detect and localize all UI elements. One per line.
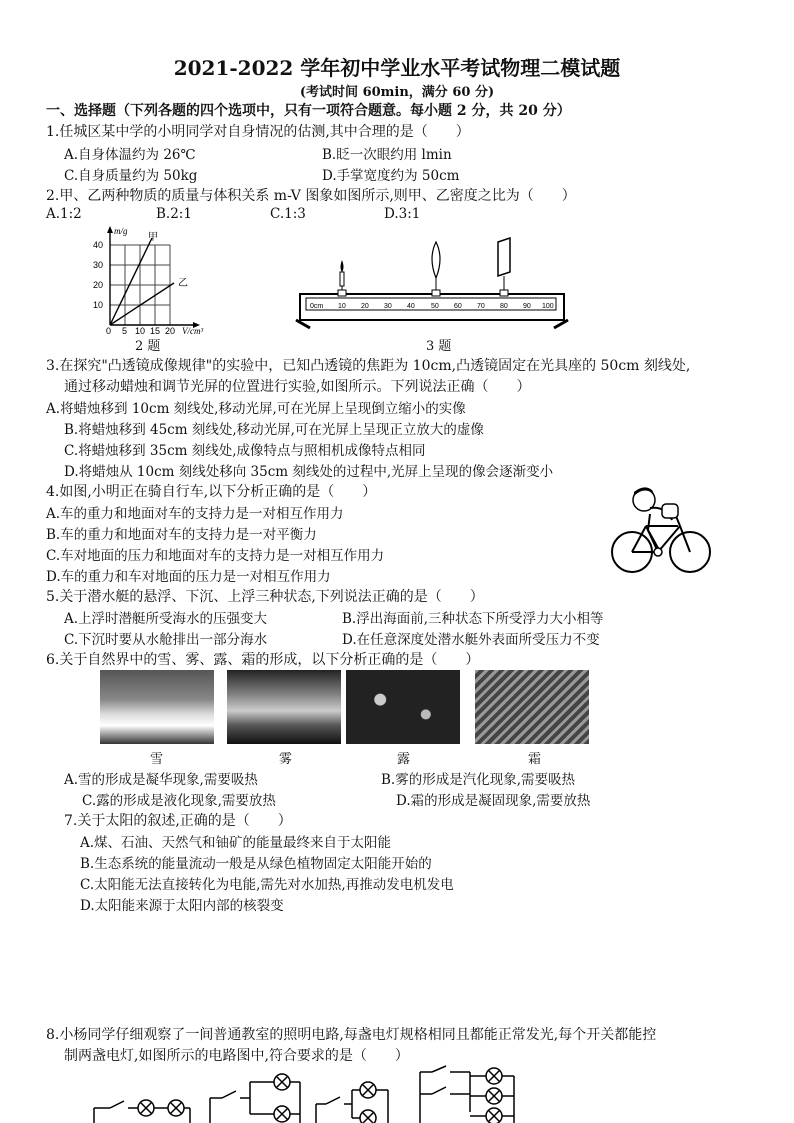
fig3-tick: 60 [454, 303, 462, 310]
fig2-caption: 2 题 [135, 339, 161, 354]
fig2-x-tick: 10 [135, 326, 146, 336]
q2-option-b[interactable]: B.2:1 [156, 206, 192, 222]
fig3-screen [498, 238, 510, 296]
q7-option-a[interactable]: A.煤、石油、天然气和铀矿的能量最终来自于太阳能 [80, 835, 392, 851]
fig2-y-tick: 40 [93, 240, 104, 250]
fig2-label-jia: 甲 [148, 232, 158, 243]
fig2-y-label: m/g [114, 226, 128, 236]
q4-option-b[interactable]: B.车的重力和地面对车的支持力是一对平衡力 [46, 527, 317, 543]
q1-option-d[interactable]: D.手掌宽度约为 50cm [322, 168, 460, 184]
fig3-tick: 40 [407, 303, 415, 310]
q8-stem-line2: 制两盏电灯,如图所示的电路图中,符合要求的是（ ） [64, 1048, 409, 1064]
photo-label-fog: 雾 [279, 752, 293, 767]
q3-stem-line1: 3.在探究"凸透镜成像规律"的实验中，已知凸透镜的焦距为 10cm,凸透镜固定在光具座的 50cm 刻线处, [46, 358, 691, 374]
q6-option-a[interactable]: A.雪的形成是凝华现象,需要吸热 [64, 772, 258, 788]
q5-option-d[interactable]: D.在任意深度处潜水艇外表面所受压力不变 [342, 632, 600, 648]
circuit-c [316, 1082, 388, 1123]
q6-option-c[interactable]: C.露的形成是液化现象,需要放热 [82, 793, 276, 809]
q3-stem-line2: 通过移动蜡烛和调节光屏的位置进行实验,如图所示。下列说法正确（ ） [64, 379, 531, 395]
fig2-y-tick: 30 [93, 260, 104, 270]
q4-stem: 4.如图,小明正在骑自行车,以下分析正确的是（ ） [46, 484, 377, 500]
fig3-unit: 0cm [310, 303, 324, 310]
q4-option-d[interactable]: D.车的重力和车对地面的压力是一对相互作用力 [46, 569, 331, 585]
fig3-tick: 90 [523, 303, 531, 310]
dew-photo [346, 670, 460, 744]
fig2-x-tick: 5 [122, 326, 128, 336]
q6-option-b[interactable]: B.雾的形成是汽化现象,需要吸热 [381, 772, 576, 788]
q3-option-a[interactable]: A.将蜡烛移到 10cm 刻线处,移动光屏,可在光屏上呈现倒立缩小的实像 [46, 401, 466, 417]
fig2-y-tick: 10 [93, 300, 104, 310]
q2-option-c[interactable]: C.1:3 [270, 206, 306, 222]
q2-option-a[interactable]: A.1:2 [46, 206, 82, 222]
cyclist-illustration [606, 486, 716, 576]
photo-label-dew: 露 [397, 752, 411, 767]
q7-option-c[interactable]: C.太阳能无法直接转化为电能,需先对水加热,再推动发电机发电 [80, 877, 454, 893]
q5-option-a[interactable]: A.上浮时潜艇所受海水的压强变大 [64, 611, 268, 627]
fig2-x-tick: 20 [165, 326, 176, 336]
fig3-lens [432, 242, 440, 296]
q5-option-b[interactable]: B.浮出海面前,三种状态下所受浮力大小相等 [342, 611, 604, 627]
q5-option-c[interactable]: C.下沉时要从水舱排出一部分海水 [64, 632, 268, 648]
fig2-x-tick: 15 [150, 326, 161, 336]
fig2-x-tick: 0 [106, 326, 112, 336]
circuit-d [420, 1066, 514, 1123]
fig2-y-tick: 20 [93, 280, 104, 290]
q1-stem: 1.任城区某中学的小明同学对自身情况的估测,其中合理的是（ ） [46, 124, 470, 140]
page-title: 2021-2022 学年初中学业水平考试物理二模试题 [173, 56, 621, 80]
q2-stem: 2.甲、乙两种物质的质量与体积关系 m-V 图象如图所示,则甲、乙密度之比为（ ） [46, 188, 576, 204]
circuit-a [94, 1100, 190, 1123]
fog-photo [227, 670, 341, 744]
q6-stem: 6.关于自然界中的雪、雾、露、霜的形成，以下分析正确的是（ ） [46, 652, 480, 668]
fig3-tick: 30 [384, 303, 392, 310]
fig3-candle [338, 260, 346, 296]
q3-option-c[interactable]: C.将蜡烛移到 35cm 刻线处,成像特点与照相机成像特点相同 [64, 443, 426, 459]
fig3-tick: 20 [361, 303, 369, 310]
q1-option-b[interactable]: B.眨一次眼约用 lmin [322, 147, 452, 163]
q6-option-d[interactable]: D.霜的形成是凝固现象,需要放热 [396, 793, 591, 809]
fig3-tick: 100 [542, 303, 554, 310]
q7-stem: 7.关于太阳的叙述,正确的是（ ） [64, 813, 292, 829]
exam-time-note: (考试时间 60min，满分 60 分) [299, 85, 495, 100]
photo-label-frost: 霜 [528, 752, 542, 767]
frost-photo [475, 670, 589, 744]
fig3-tick: 70 [477, 303, 485, 310]
circuit-b [210, 1074, 300, 1123]
q3-option-d[interactable]: D.将蜡烛从 10cm 刻线处移向 35cm 刻线处的过程中,光屏上呈现的像会逐渐变小 [64, 464, 554, 480]
q3-option-b[interactable]: B.将蜡烛移到 45cm 刻线处,移动光屏,可在光屏上呈现正立放大的虚像 [64, 422, 484, 438]
fig2-x-label: V/cm³ [182, 326, 204, 336]
fig3-tick: 10 [338, 303, 346, 310]
q5-stem: 5.关于潜水艇的悬浮、下沉、上浮三种状态,下列说法正确的是（ ） [46, 589, 484, 605]
q8-stem-line1: 8.小杨同学仔细观察了一间普通教室的照明电路,每盏电灯规格相同且都能正常发光,每个开关都能控 [46, 1027, 657, 1043]
q2-option-d[interactable]: D.3:1 [384, 206, 421, 222]
q7-option-b[interactable]: B.生态系统的能量流动一般是从绿色植物固定太阳能开始的 [80, 856, 432, 872]
fig2-label-yi: 乙 [178, 278, 188, 289]
q1-option-a[interactable]: A.自身体温约为 26℃ [64, 147, 196, 163]
photo-label-snow: 雪 [150, 752, 164, 767]
snow-photo [100, 670, 214, 744]
fig3-caption: 3 题 [426, 339, 452, 354]
fig3-tick: 80 [500, 303, 508, 310]
q1-option-c[interactable]: C.自身质量约为 50kg [64, 168, 198, 184]
q4-option-a[interactable]: A.车的重力和地面对车的支持力是一对相互作用力 [46, 506, 344, 522]
q7-option-d[interactable]: D.太阳能来源于太阳内部的核裂变 [80, 898, 284, 914]
fig3-optical-bench [296, 238, 568, 330]
section-heading: 一、选择题（下列各题的四个选项中，只有一项符合题意。每小题 2 分，共 20 分） [46, 103, 571, 119]
q4-option-c[interactable]: C.车对地面的压力和地面对车的支持力是一对相互作用力 [46, 548, 385, 564]
q8-circuit-diagrams [90, 1068, 530, 1123]
fig3-tick: 50 [431, 303, 439, 310]
fig2-mv-graph [90, 226, 230, 334]
